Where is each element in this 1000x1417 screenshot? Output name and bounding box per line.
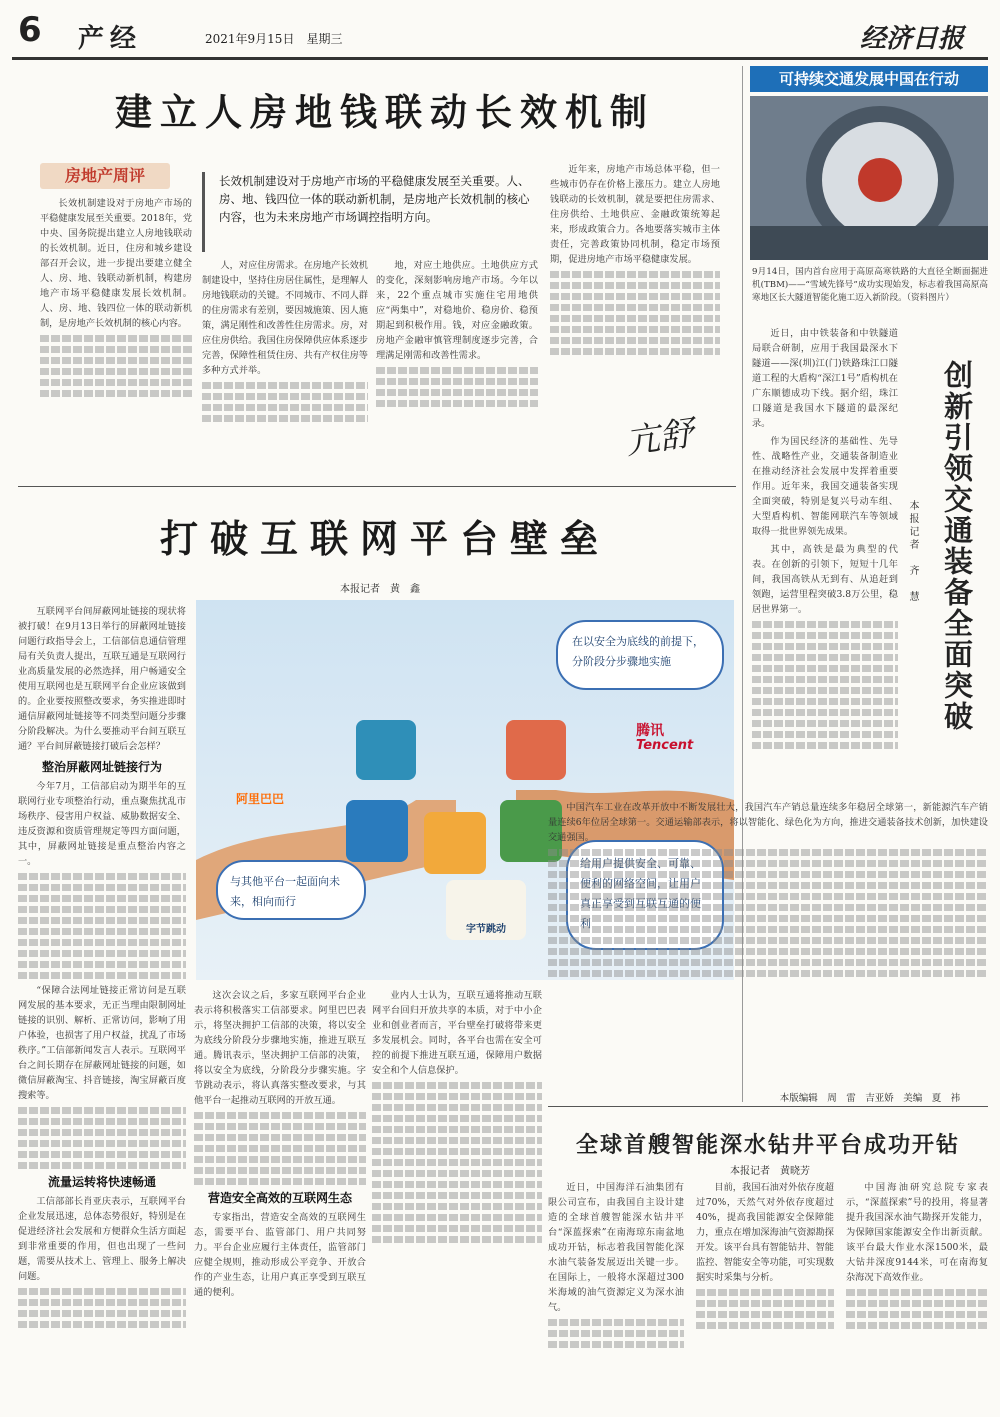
sidebar-column <box>752 326 898 796</box>
article2-col4-text: 业内人士认为，互联互通将推动互联网平台回归开放共享的本质，对于中小企业和创业者而言，平台壁垒打破将带来更多发展机会。同时，各平台也需在安全可控的前提下推进互联互通，保障用户数据安全和个人信息保护。 <box>372 990 542 1076</box>
article2-subhead-2: 流量运转将快速畅通 <box>47 1175 156 1189</box>
article2-col5-text: 专家指出，营造安全高效的互联网生态，需要平台、监管部门、用户共同努力。平台企业应履行主体责任，监管部门应健全规则，推动形成公平竞争、开放合作的产业生态，让用户真正享受到互联互通的便利。 <box>194 1212 366 1298</box>
sidebar-col-a: 近日，由中铁装备和中铁隧道局联合研制，应用于我国最深水下隧道——深(圳)江(门)铁路珠江口隧道工程的大盾构“深江1号”盾构机在广东顺德成功下线。据介绍，珠江口隧道是我国水下隧道的最深纪录。 <box>752 328 898 429</box>
article2-col2b-text: 工信部部长肖亚庆表示，互联网平台企业发展迅速，总体态势很好，特别是在促进经济社会发展和方便群众生活方面起到非常重要的作用，但也出现了一些问题，需要从技术上、管理上、服务上解决问题。 <box>18 1196 186 1282</box>
article2-col3-text: 这次会议之后，多家互联网平台企业表示将积极落实工信部要求。阿里巴巴表示，将坚决拥护工信部的决策，将以安全为底线分阶段分步骤地实施，推进互联互通。腾讯表示，坚决拥护工信部的决策，将以安全为底线，分阶段分步骤实施。字节跳动表示，将认真落实整改要求，与其他平台一起推动互联网的开放互通。 <box>194 990 366 1106</box>
sidebar-banner-text: 可持续交通发展中国在行动 <box>778 70 959 88</box>
sidebar-banner <box>750 66 988 92</box>
tbm-photo <box>750 96 988 260</box>
article1-headline: 建立人房地钱联动长效机制 <box>115 90 655 134</box>
article1-col2-text: 人，对应住房需求。在房地产长效机制建设中，坚持住房居住属性，是理解人房地钱联动的关键。不同城市、不同人群的住房需求有差别，要因城施策、因人施策，满足刚性和改善性住房需求。房，对应住房供给。我国住房保障供应体系逐步完善，保障性租赁住房、共有产权住房等多种方式并举。 <box>202 260 368 376</box>
masthead <box>0 0 1000 60</box>
article3-column-1 <box>548 1180 684 1412</box>
masthead-rule <box>12 57 988 60</box>
article2-subhead-3: 营造安全高效的互联网生态 <box>207 1191 352 1205</box>
article3-col3-text: 中国海油研究总院专家表示，“深蓝探索”号的投用，将显著提升我国深水油气勘探开发能力，为保障国家能源安全作出新贡献。该平台最大作业水深1500米，最大钻井深度9144米，可在南海复杂海况下高效作业。 <box>846 1182 988 1283</box>
article1-col1-text: 长效机制建设对于房地产市场的平稳健康发展至关重要。2018年，党中央、国务院提出建立人房地钱联动的长效机制。近日，住房和城乡建设部召开会议，进一步提出要建立健全人、房、地、钱联动新机制，构建房地产市场平稳健康发展长效机制。人、房、地、钱四位一体的联动新机制，是房地产长效机制的核心内容。 <box>40 198 192 329</box>
article3-column-2 <box>696 1180 834 1412</box>
article2-byline: 本报记者 黄 鑫 <box>340 584 420 595</box>
author-signature: 亢舒 <box>623 413 696 463</box>
sidebar-byline: 本报记者 齐 慧 <box>907 500 918 604</box>
article3-byline: 本报记者 黄晓芳 <box>730 1166 810 1177</box>
sidebar-col-c: 其中，高铁是最为典型的代表。在创新的引领下，短短十几年间，我国高铁从无到有、从追赶到领跑，运营里程突破3.8万公里，稳居世界第一。 <box>752 544 898 615</box>
article2-column-3 <box>194 988 366 1412</box>
article1-column-2 <box>202 258 368 478</box>
divider-1 <box>18 486 736 487</box>
photo-caption: 9月14日，国内首台应用于高原高寒铁路的大直径全断面掘进机(TBM)——“雪域先锋号”成功实现始发，标志着我国高原高寒地区长大隧道智能化施工迈入新阶段。（资料图片） <box>752 267 988 303</box>
bubble-left-text: 与其他平台一起面向未来，相向而行 <box>230 875 340 908</box>
article2-subhead-1: 整治屏蔽网址链接行为 <box>41 760 162 774</box>
article3-col1-text: 近日，中国海洋石油集团有限公司宣布，由我国自主设计建造的全球首艘智能深水钻井平台“深蓝探索”在南海琼东南盆地成功开钻，标志着我国智能化深水油气装备发展迈出关键一步。在国际上，一般将水深超过300米海域的油气资源定义为深水油气。 <box>548 1182 684 1313</box>
editor-credits: 本版编辑 周 雷 吉亚娇 美编 夏 祎 <box>779 1093 961 1104</box>
section-name: 产经 <box>78 24 143 54</box>
sidebar-wide-column <box>548 800 988 1070</box>
article1-col4-text: 近年来，房地产市场总体平稳，但一些城市仍存在价格上涨压力。建立人房地钱联动的长效机制，就是要把住房需求、住房供给、土地供应、金融政策统筹起来，形成政策合力。各地要落实城市主体责任，完善政策协同机制，稳定市场预期，促进房地产市场平稳健康发展。 <box>550 164 720 265</box>
bubble-right-text: 给用户提供安全、可靠、便利的网络空间，让用户真正享受到互联互通的便利 <box>580 857 701 930</box>
logo-alibaba: 阿里巴巴 <box>236 792 285 806</box>
logo-tencent-cn: 腾讯 <box>636 723 664 739</box>
article2-column-1 <box>18 604 186 1412</box>
page-number: 6 <box>18 10 42 50</box>
sidebar-col-b: 作为国民经济的基础性、先导性、战略性产业，交通装备制造业在推动经济社会发展中发挥着重要作用。近年来，我国交通装备实现全面突破，特别是复兴号动车组、大型盾构机、智能网联汽车等领域取得一批世界领先成果。 <box>752 436 898 537</box>
article1-column-3 <box>376 258 538 478</box>
article2-column-4 <box>372 988 542 1412</box>
issue-date: 2021年9月15日 星期三 <box>205 32 343 46</box>
logo-tencent-en: Tencent <box>636 738 694 753</box>
logo-bytedance: 字节跳动 <box>466 924 506 935</box>
column-tag-text: 房地产周评 <box>64 166 145 185</box>
article3-column-3 <box>846 1180 988 1412</box>
article2-col1b-text: 今年7月，工信部启动为期半年的互联网行业专项整治行动，重点聚焦扰乱市场秩序、侵害用户权益、威胁数据安全、违反资源和资质管理规定等四方面问题，其中，屏蔽网址链接是重点整治内容之一。 <box>18 781 186 867</box>
article2-col2-text: “保障合法网址链接正常访问是互联网发展的基本要求，无正当理由限制网址链接的识别、解析、正常访问，影响了用户体验，也损害了用户权益，扰乱了市场秩序。”工信部新闻发言人表示。互联网平台之间长期存在屏蔽网址链接的问题，如微信屏蔽淘宝、抖音链接，淘宝屏蔽百度搜索等。 <box>18 985 186 1101</box>
pullquote-text: 长效机制建设对于房地产市场的平稳健康发展至关重要。人、房、地、钱四位一体的联动新机制，是房地产长效机制的核心内容，也为未来房地产市场调控指明方向。 <box>219 174 530 224</box>
sidebar-col-d: 中国汽车工业在改革开放中不断发展壮大，我国汽车产销总量连续多年稳居全球第一，新能源汽车产销量连续6年位居全球第一。交通运输部表示，将以智能化、绿色化为方向，推进交通装备技术创新，加快建设交通强国。 <box>548 802 988 843</box>
article3-headline: 全球首艘智能深水钻井平台成功开钻 <box>575 1132 960 1158</box>
bubble-top <box>556 620 724 690</box>
article1-column-1 <box>40 196 192 478</box>
divider-2 <box>548 1106 988 1107</box>
article1-col3-text: 地，对应土地供应。土地供应方式的变化，深刻影响房地产市场。今年以来，22个重点城市实施住宅用地供应“两集中”，对稳地价、稳房价、稳预期起到积极作用。钱，对应金融政策。房地产金融审慎管理制度逐步完善，合理满足刚需和改善性需求。 <box>376 260 538 361</box>
column-tag <box>40 163 170 189</box>
tbm-photo-graphic <box>750 96 988 260</box>
article2-headline: 打破互联网平台壁垒 <box>159 516 610 561</box>
bubble-left <box>216 860 366 920</box>
newspaper-name: 经济日报 <box>860 24 965 54</box>
pullquote <box>202 172 538 252</box>
bubble-top-text: 在以安全为底线的前提下，分阶段分步骤地实施 <box>572 635 704 668</box>
article3-col2-text: 目前，我国石油对外依存度超过70%，天然气对外依存度超过40%，提高我国能源安全保障能力，重点在增加深海油气资源勘探开发。该平台具有智能钻井、智能监控、智能安全等功能，可实现数据实时采集与分析。 <box>696 1182 834 1283</box>
article2-col1-text: 互联网平台间屏蔽网址链接的现状将被打破！在9月13日举行的屏蔽网址链接问题行政指导会上，工信部信息通信管理局有关负责人提出，互联互通是互联网行业高质量发展的必然选择，用户畅通安全使用互联网也是互联网平台企业应该做到的。企业要按照整改要求，务实推进即时通信屏蔽网址链接等不同类型问题分步骤分阶段解决。为什么要推动平台间互联互通？平台间屏蔽链接打破后会怎样？ <box>18 606 186 752</box>
sidebar-headline: 创新引领交通装备全面突破 <box>940 360 974 732</box>
